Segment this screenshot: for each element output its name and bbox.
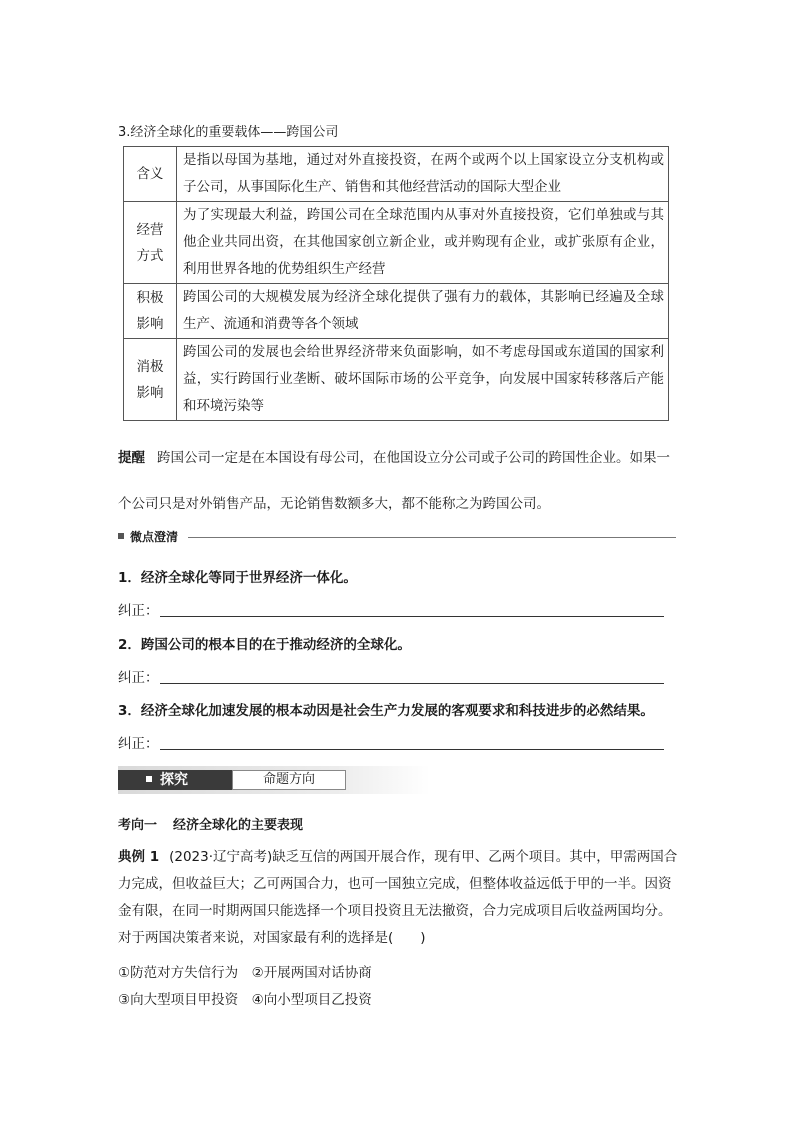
micro-section-label: 微点澄清 (130, 530, 179, 544)
square-bullet-icon (118, 533, 124, 539)
table-row (124, 147, 669, 202)
correction-label: 纠正： (118, 736, 159, 752)
example-tag: 典例 1 (118, 849, 160, 865)
question-2: 2．跨国公司的根本目的在于推动经济的全球化。 (118, 637, 411, 653)
question-1: 1．经济全球化等同于世界经济一体化。 (118, 570, 357, 586)
options-line-2: ③向大型项目甲投资 ④向小型项目乙投资 (118, 992, 372, 1008)
row-label-text: 积极 (136, 290, 164, 306)
table-row (124, 339, 669, 421)
banner-dark-tab: 探究 (118, 770, 232, 790)
answer-line (160, 749, 664, 750)
example-paragraph (118, 844, 678, 952)
row-label-text: 影响 (136, 384, 164, 401)
correction-label: 纠正： (118, 603, 159, 619)
row-label-text: 含义 (136, 166, 164, 182)
options-line-1: ①防范对方失信行为 ②开展两国对话协商 (118, 965, 372, 981)
direction-heading (118, 814, 319, 833)
tip-text: 跨国公司一定是在本国设有母公司，在他国设立分公司或子公司的跨国性企业。如果一个公司只是对外销售产品，无论销售数额多大，都不能称之为跨国公司。 (118, 450, 670, 512)
direction-number: 考向一 (118, 818, 158, 833)
row-text: 跨国公司的发展也会给世界经济带来负面影响，如不考虑母国或东道国的国家利益，实行跨国行业垄断、破坏国际市场的公平竞争，向发展中国家转移落后产能和环境污染等 (177, 339, 669, 421)
concept-table (123, 146, 669, 421)
section-title: 3.经济全球化的重要载体——跨国公司 (118, 125, 339, 140)
row-text: 跨国公司的大规模发展为经济全球化提供了强有力的载体，其影响已经遍及全球生产、流通和消费等各个领域 (177, 284, 669, 339)
answer-line (160, 683, 664, 684)
tip-paragraph (118, 435, 676, 527)
micro-section-header (118, 528, 676, 546)
direction-title: 经济全球化的主要表现 (173, 818, 304, 833)
table-row (124, 202, 669, 284)
table-row (124, 284, 669, 339)
answer-line (160, 616, 664, 617)
correction-label: 纠正： (118, 670, 159, 686)
square-bullet-icon (146, 776, 152, 782)
row-label (124, 147, 177, 202)
correction-field-3[interactable] (118, 732, 664, 752)
divider (188, 537, 676, 538)
correction-field-1[interactable] (118, 599, 664, 619)
tip-tag: 提醒 (118, 450, 145, 466)
row-text: 是指以母国为基地，通过对外直接投资，在两个或两个以上国家设立分支机构或子公司，从事国际化生产、销售和其他经营活动的国际大型企业 (177, 147, 669, 202)
correction-field-2[interactable] (118, 666, 664, 686)
row-text: 为了实现最大利益，跨国公司在全球范围内从事对外直接投资，它们单独或与其他企业共同出资，在其他国家创立新企业，或并购现有企业，或扩张原有企业，利用世界各地的优势组织生产经营 (177, 202, 669, 284)
row-label-text: 经营 (136, 221, 164, 238)
row-label (124, 284, 177, 339)
banner-light-tab: 命题方向 (232, 770, 346, 790)
explore-banner (118, 766, 430, 794)
row-label-text: 影响 (136, 316, 164, 332)
example-text: (2023·辽宁高考)缺乏互信的两国开展合作，现有甲、乙两个项目。其中，甲需两国合力完成，但收益巨大；乙可两国合力，也可一国独立完成，但整体收益远低于甲的一半。因资金有限，在同一时期两国只能选择一个项目投资且无法撤资，合力完成项目后收益两国均分。对于两国决策者来说，对国家最有利的选择是( ) (118, 849, 678, 946)
row-label-text: 消极 (136, 358, 164, 375)
question-3: 3．经济全球化加速发展的根本动因是社会生产力发展的客观要求和科技进步的必然结果。 (118, 703, 654, 719)
row-label (124, 339, 177, 421)
row-label-text: 方式 (136, 247, 164, 264)
row-label (124, 202, 177, 284)
